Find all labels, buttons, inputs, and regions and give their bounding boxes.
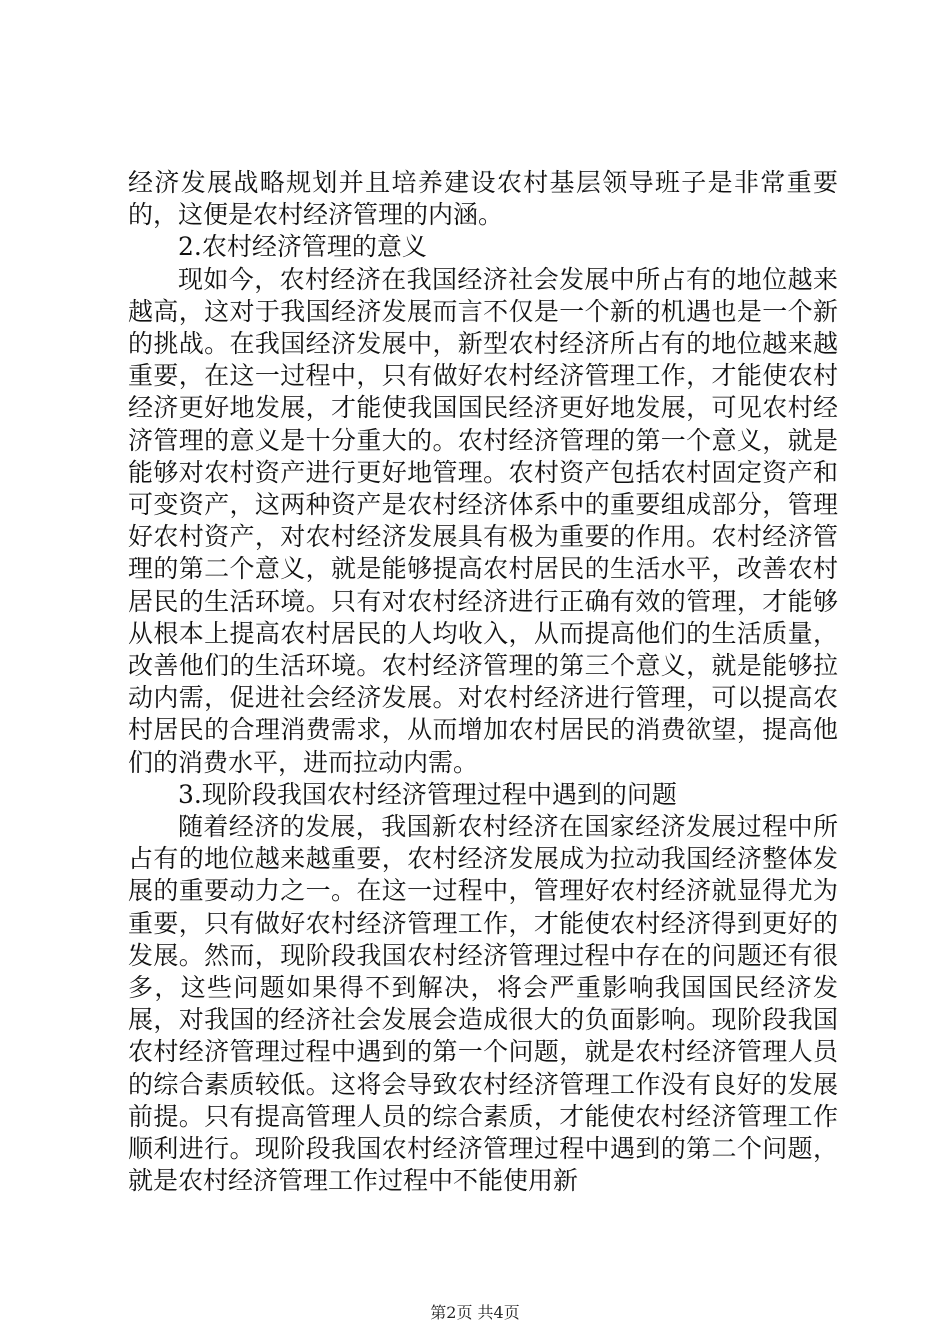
page-number-footer: 第2页 共4页	[430, 1303, 520, 1322]
paragraph-significance: 现如今，农村经济在我国经济社会发展中所占有的地位越来越高，这对于我国经济发展而言不仅是一个新的机遇也是一个新的挑战。在我国经济发展中，新型农村经济所占有的地位越来越重要，在这一过程中，只有做好农村经济管理工作，才能使农村经济更好地发展，才能使我国国民经济更好地发展，可见农村经济管理的意义是十分重大的。农村经济管理的第一个意义，就是能够对农村资产进行更好地管理。农村资产包括农村固定资产和可变资产，这两种资产是农村经济体系中的重要组成部分，管理好农村资产，对农村经济发展具有极为重要的作用。农村经济管理的第二个意义，就是能够提高农村居民的生活水平，改善农村居民的生活环境。只有对农村经济进行正确有效的管理，才能够从根本上提高农村居民的人均收入，从而提高他们的生活质量，改善他们的生活环境。农村经济管理的第三个意义，就是能够拉动内需，促进社会经济发展。对农村经济进行管理，可以提高农村居民的合理消费需求，从而增加农村居民的消费欲望，提高他们的消费水平，进而拉动内需。	[128, 264, 838, 777]
body-text	[128, 167, 838, 1198]
section-heading-2: 2.农村经济管理的意义	[178, 232, 427, 262]
paragraph-problems: 随着经济的发展，我国新农村经济在国家经济发展过程中所占有的地位越来越重要，农村经济发展成为拉动我国经济整体发展的重要动力之一。在这一过程中，管理好农村经济就显得尤为重要，只有做好农村经济管理工作，才能使农村经济得到更好的发展。然而，现阶段我国农村经济管理过程中存在的问题还有很多，这些问题如果得不到解决，将会严重影响我国国民经济发展，对我国的经济社会发展会造成很大的负面影响。现阶段我国农村经济管理过程中遇到的第一个问题，就是农村经济管理人员的综合素质较低。这将会导致农村经济管理工作没有良好的发展前提。只有提高管理人员的综合素质，才能使农村经济管理工作顺利进行。现阶段我国农村经济管理过程中遇到的第二个问题，就是农村经济管理工作过程中不能使用新	[128, 812, 838, 1196]
section-heading-3: 3.现阶段我国农村经济管理过程中遇到的问题	[178, 779, 677, 809]
paragraph-continuation: 经济发展战略规划并且培养建设农村基层领导班子是非常重要的，这便是农村经济管理的内涵。	[128, 168, 838, 230]
